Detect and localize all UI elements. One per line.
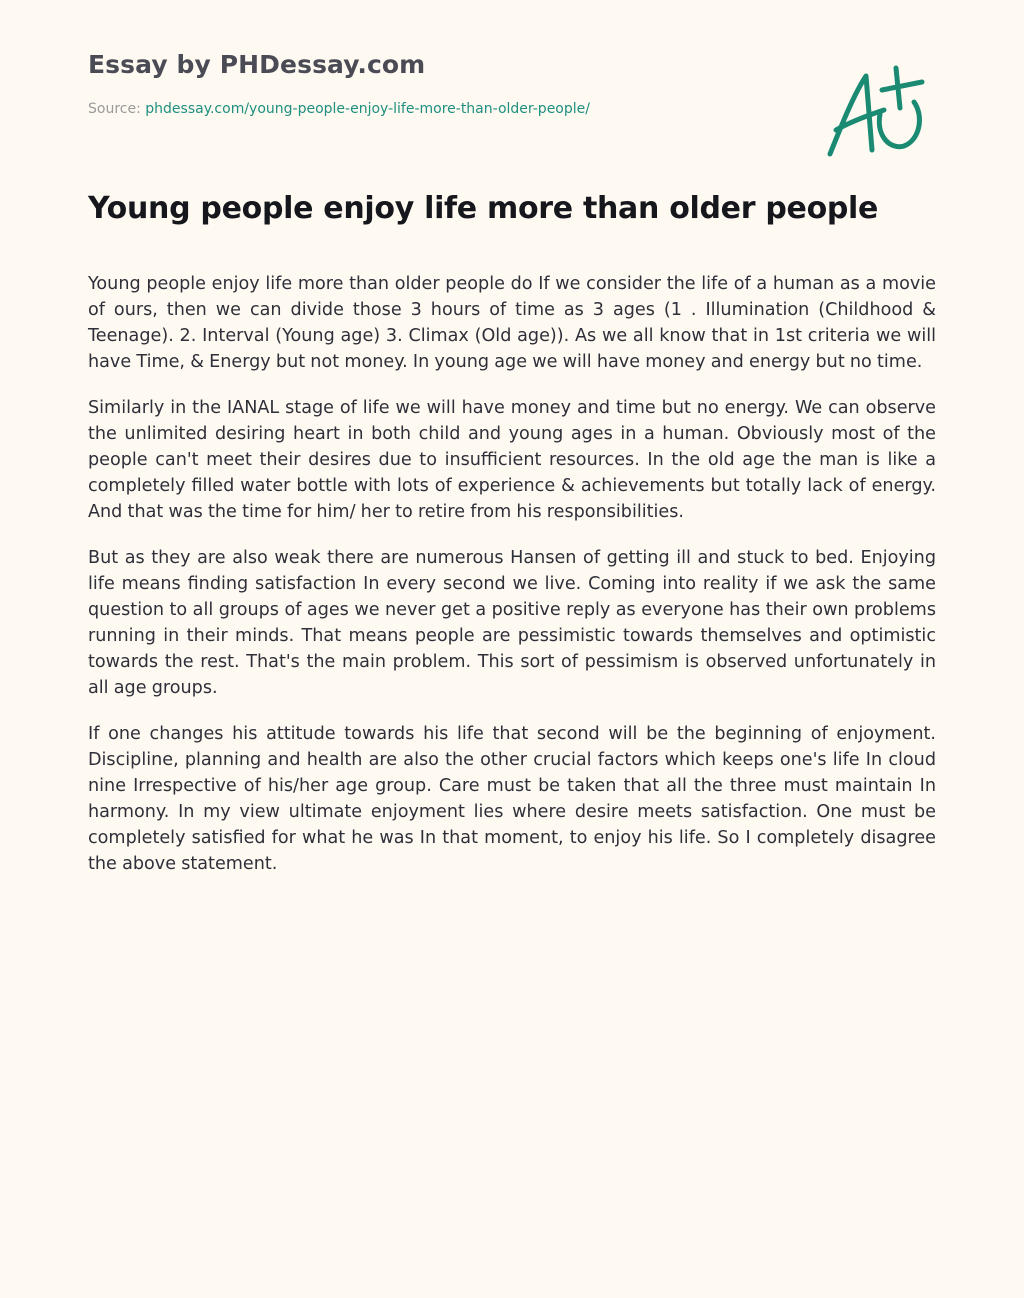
a-plus-grade-icon: [822, 64, 928, 160]
site-brand: Essay by PHDessay.com: [88, 50, 426, 79]
essay-paragraph: Similarly in the IANAL stage of life we will have money and time but no energy. We can observe the unlimited desiring heart in both child and young ages in a human. Obviously most of the people can't meet their desires due to insufficient resources. In the old age the man is like a completely filled water bottle with lots of experience & achievements but totally lack of energy. And that was the time for him/ her to retire from his responsibilities.: [88, 398, 936, 522]
source-link[interactable]: phdessay.com/young-people-enjoy-life-more-than-older-people/: [145, 101, 590, 117]
essay-paragraph: But as they are also weak there are numerous Hansen of getting ill and stuck to bed. Enjoying life means finding satisfaction In every second we live. Coming into reality if we ask the same question to all groups of ages we never get a positive reply as everyone has their own problems running in their minds. That means people are pessimistic towards themselves and optimistic towards the rest. That's the main problem. This sort of pessimism is observed unfortunately in all age groups.: [88, 548, 936, 698]
essay-title: Young people enjoy life more than older people: [88, 191, 879, 226]
source-label: Source:: [88, 101, 141, 117]
essay-paragraph: If one changes his attitude towards his life that second will be the beginning of enjoyment. Discipline, planning and health are also the other crucial factors which keeps one's life In cloud nine Irrespective of his/her age group. Care must be taken that all the three must maintain In harmony. In my view ultimate enjoyment lies where desire meets satisfaction. One must be completely satisfied for what he was In that moment, to enjoy his life. So I completely disagree the above statement.: [88, 724, 936, 874]
essay-body: [88, 271, 936, 897]
source-line: [88, 101, 590, 117]
essay-paragraph: Young people enjoy life more than older people do If we consider the life of a human as a movie of ours, then we can divide those 3 hours of time as 3 ages (1 . Illumination (Childhood & Teenage). 2. Interval (Young age) 3. Climax (Old age)). As we all know that in 1st criteria we will have Time, & Energy but not money. In young age we will have money and energy but no time.: [88, 274, 936, 372]
